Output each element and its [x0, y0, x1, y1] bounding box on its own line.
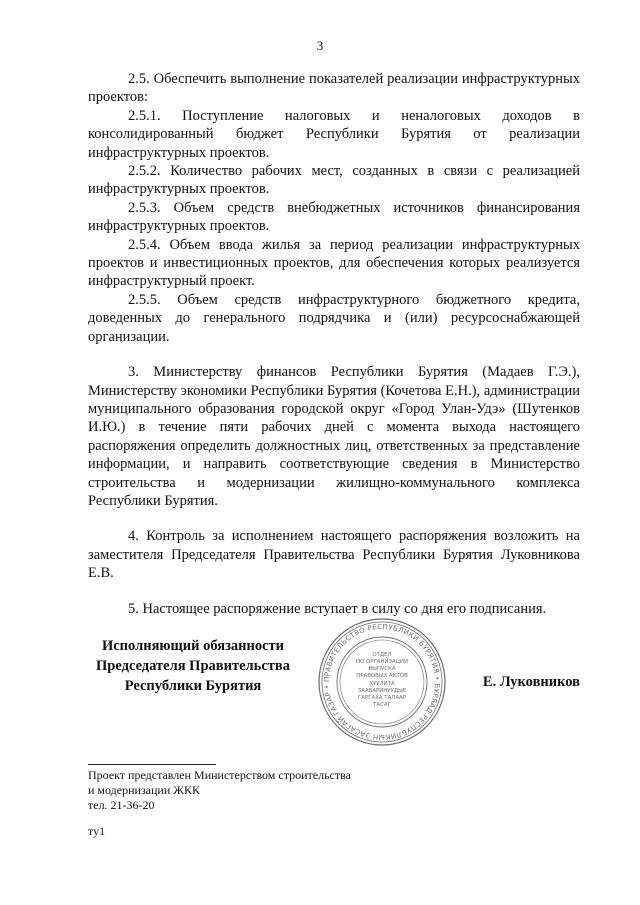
signatory-title-line: Республики Бурятия — [124, 678, 262, 694]
svg-text:ОТДЕЛ: ОТДЕЛ — [372, 652, 392, 658]
spacer — [88, 346, 580, 363]
paragraph-5: 5. Настоящее распоряжение вступает в силу со дня его подписания. — [128, 600, 547, 617]
page-number: 3 — [316, 38, 324, 53]
paragraph-2-5-3: 2.5.3. Объем средств внебюджетных источников финансирования инфраструктурных проектов. — [88, 199, 580, 235]
signatory-title — [88, 636, 298, 696]
signature-block — [88, 622, 580, 742]
signatory-name: Е. Луковников — [482, 674, 580, 690]
svg-text:ПРАВОВЫХ АКТОВ: ПРАВОВЫХ АКТОВ — [356, 673, 408, 679]
svg-text:ХУУЛИТА: ХУУЛИТА — [369, 681, 395, 687]
document-body — [88, 70, 580, 618]
footer-phone: тел. 21-36-20 — [88, 798, 155, 812]
paragraph-2-5-4: 2.5.4. Объем ввода жилья за период реализации инфраструктурных проектов и инвестиционных проектов, для обеспечения которых реализуется инфраструктурный проект. — [88, 236, 580, 290]
svg-text:ПО ОРГАНИЗАЦИИ: ПО ОРГАНИЗАЦИИ — [356, 659, 408, 665]
spacer — [88, 583, 580, 600]
paragraph-3: 3. Министерству финансов Республики Бурятия (Мадаев Г.Э.), Министерству экономики Республики Бурятия (Кочетова Е.Н.), администрации муниципального образования городской округ «Город Улан-Удэ» (Шутенков И.Ю.) в течение пяти рабочих дней с момента выхода настоящего распоряжения определить должностных лиц, ответственных за представление информации, и направить соответствующие сведения в Министерство строительства и модернизации жилищно-коммунального комплекса Республики Бурятия. — [88, 364, 580, 509]
svg-text:ВЫПУСКА: ВЫПУСКА — [368, 666, 396, 672]
document-code: ту1 — [88, 824, 106, 838]
spacer — [88, 510, 580, 527]
paragraph-4: 4. Контроль за исполнением настоящего распоряжения возложить на заместителя Председателя Правительства Республики Бурятия Луковникова Е.В. — [88, 528, 580, 582]
paragraph-2-5-1: 2.5.1. Поступление налоговых и неналоговых доходов в консолидированный бюджет Республики Бурятия от реализации инфраструктурных проектов. — [88, 107, 580, 161]
paragraph-2-5-5: 2.5.5. Объем средств инфраструктурного бюджетного кредита, доведенных до генерального подрядчика и (или) ресурсоснабжающей организации. — [88, 291, 580, 345]
footer-line: и модернизации ЖКК — [88, 783, 201, 797]
signatory-title-line: Исполняющий обязанности — [101, 638, 285, 654]
svg-text:ЗААБАРИНУУДЫЕ: ЗААБАРИНУУДЫЕ — [357, 688, 407, 694]
footer-line: Проект представлен Министерством строительства — [88, 768, 351, 782]
paragraph-2-5-2: 2.5.2. Количество рабочих мест, созданных в связи с реализацией инфраструктурных проектов. — [88, 163, 580, 198]
official-seal-stamp — [316, 616, 448, 748]
footer-divider — [88, 764, 216, 765]
signatory-title-line: Председателя Правительства — [96, 658, 290, 674]
svg-text:ТАСАГ: ТАСАГ — [373, 702, 391, 708]
svg-text:ГАРГАХА ТАЛААР: ГАРГАХА ТАЛААР — [358, 695, 406, 701]
footer-note — [88, 768, 351, 813]
svg-text:ПРАВИТЕЛЬСТВО РЕСПУБЛИКИ БУРЯТ: ПРАВИТЕЛЬСТВО РЕСПУБЛИКИ БУРЯТИЯ • БУРЯАД РЕСПУБЛИКЫН ЗАСАГАЙ ГАЗАР • — [322, 622, 442, 742]
paragraph-2-5: 2.5. Обеспечить выполнение показателей реализации инфраструктурных проектов: — [88, 71, 580, 106]
